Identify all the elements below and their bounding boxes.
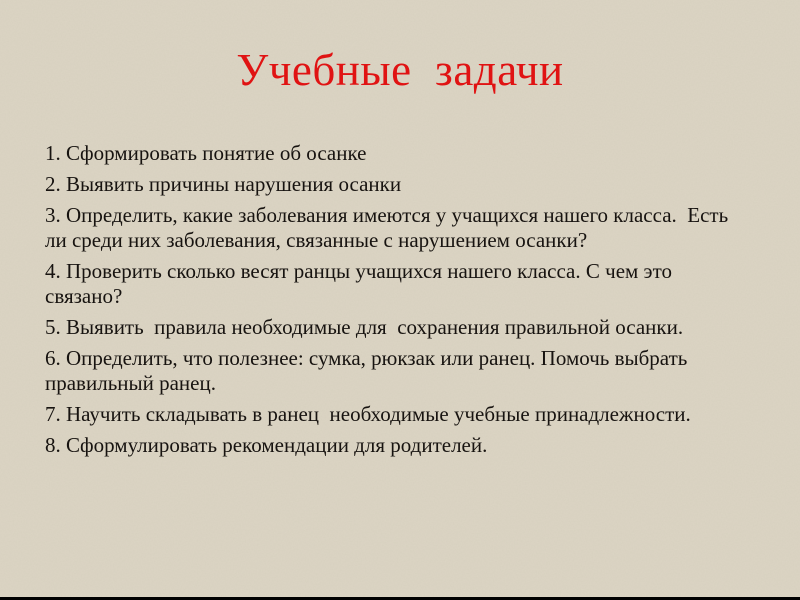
task-item-3: 3. Определить, какие заболевания имеются у учащихся нашего класса. Есть ли среди них заболевания, связанные с нарушением осанки? <box>45 203 734 252</box>
task-list <box>45 141 753 464</box>
slide-title: Учебные задачи <box>236 45 564 95</box>
task-item-4: 4. Проверить сколько весят ранцы учащихся нашего класса. С чем это связано? <box>45 259 678 308</box>
task-item-7: 7. Научить складывать в ранец необходимые учебные принадлежности. <box>45 402 691 426</box>
task-item-1: 1. Сформировать понятие об осанке <box>45 141 367 165</box>
task-item-6: 6. Определить, что полезнее: сумка, рюкзак или ранец. Помочь выбрать правильный ранец. <box>45 346 693 395</box>
task-item-5: 5. Выявить правила необходимые для сохранения правильной осанки. <box>45 315 684 339</box>
task-item-8: 8. Сформулировать рекомендации для родителей. <box>45 433 488 457</box>
task-item-2: 2. Выявить причины нарушения осанки <box>45 172 402 196</box>
